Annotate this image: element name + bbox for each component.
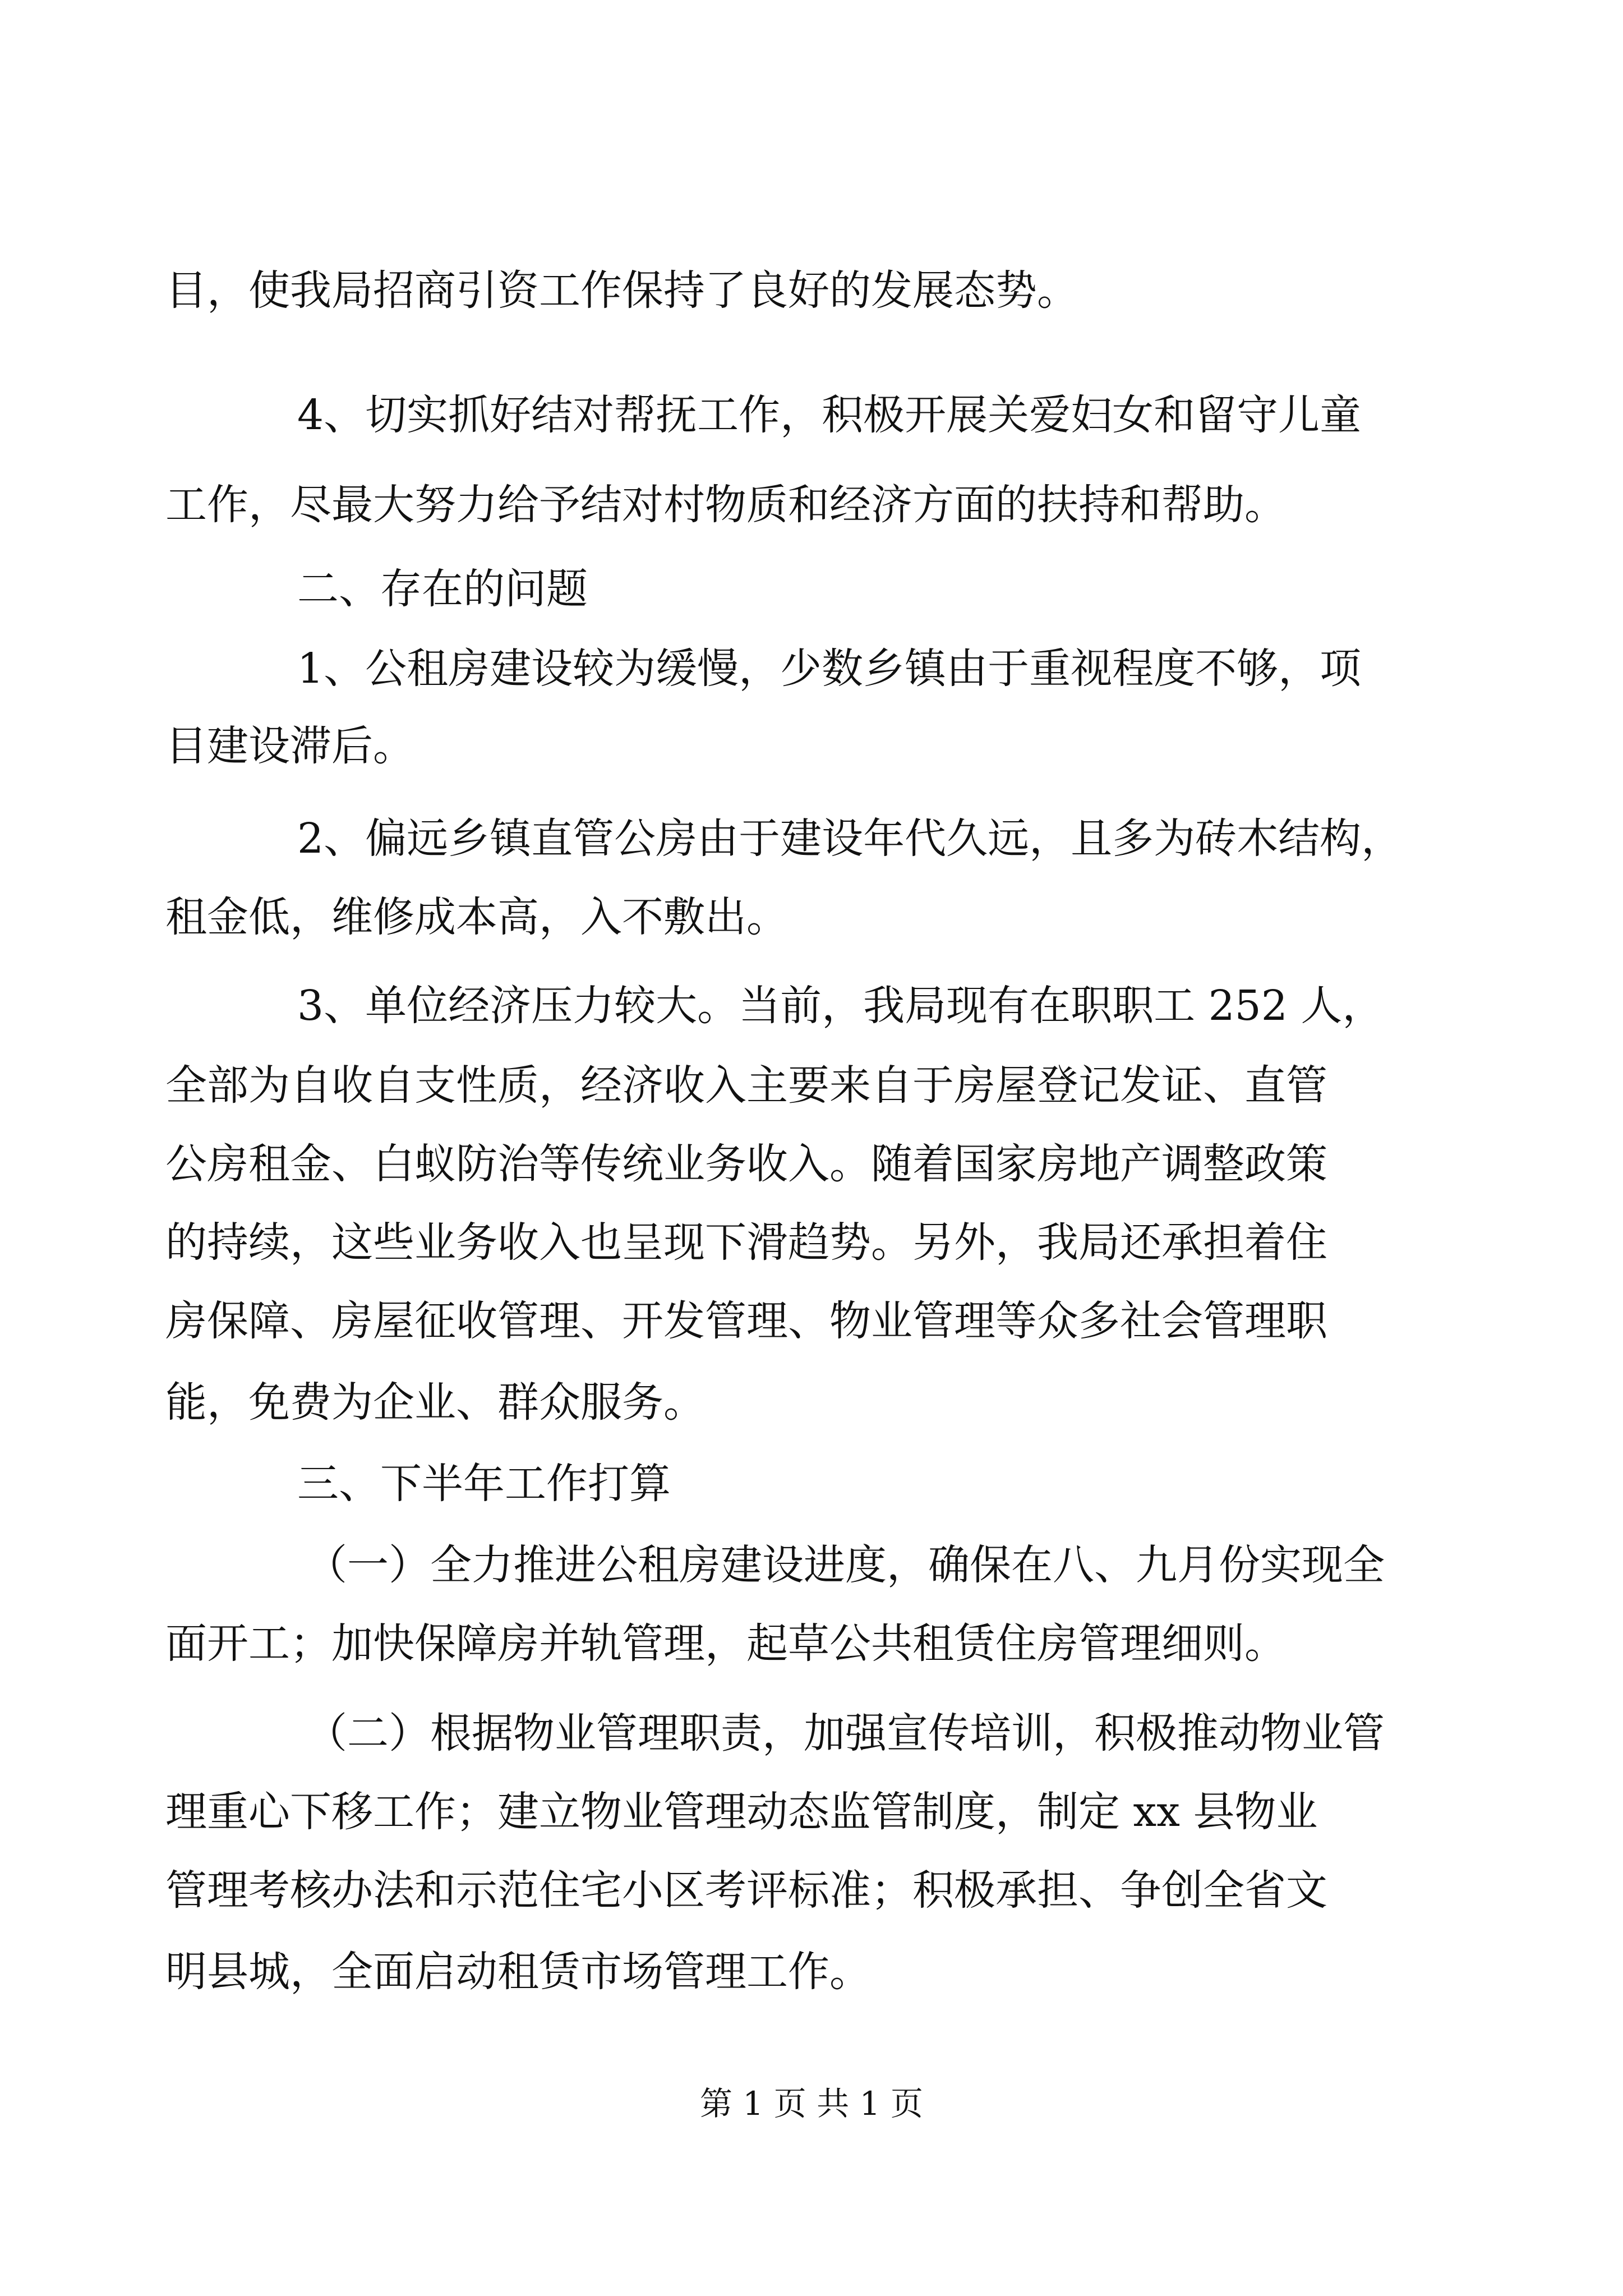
- text-line: 全部为自收自支性质，经济收入主要来自于房屋登记发证、直管: [165, 1061, 1327, 1110]
- text-line: 1、公租房建设较为缓慢，少数乡镇由于重视程度不够，项: [297, 645, 1362, 693]
- section-heading: 二、存在的问题: [297, 565, 588, 613]
- text-line: 4、切实抓好结对帮抚工作，积极开展关爱妇女和留守儿童: [297, 391, 1362, 439]
- text-line: 理重心下移工作；建立物业管理动态监管制度，制定 xx 县物业: [165, 1788, 1318, 1836]
- page-footer: 第 1 页 共 1 页: [700, 2085, 923, 2123]
- text-line: 目，使我局招商引资工作保持了良好的发展态势。: [165, 266, 1078, 315]
- text-line: 面开工；加快保障房并轨管理，起草公共租赁住房管理细则。: [165, 1619, 1286, 1668]
- text-line: 明县城，全面启动租赁市场管理工作。: [165, 1948, 871, 1996]
- text-line: 2、偏远乡镇直管公房由于建设年代久远，且多为砖木结构，: [297, 815, 1403, 863]
- text-line: 目建设滞后。: [165, 722, 414, 770]
- text-line: 工作，尽最大努力给予结对村物质和经济方面的扶持和帮助。: [165, 481, 1286, 529]
- text-line: 租金低，维修成本高，入不敷出。: [165, 893, 788, 941]
- text-line: 管理考核办法和示范住宅小区考评标准；积极承担、争创全省文: [165, 1866, 1327, 1915]
- section-heading: 三、下半年工作打算: [297, 1460, 671, 1508]
- text-line: 公房租金、白蚁防治等传统业务收入。随着国家房地产调整政策: [165, 1140, 1327, 1188]
- text-line: 能，免费为企业、群众服务。: [165, 1378, 705, 1427]
- text-line: 3、单位经济压力较大。当前，我局现有在职职工 252 人，: [297, 982, 1384, 1030]
- text-line: 的持续，这些业务收入也呈现下滑趋势。另外，我局还承担着住: [165, 1218, 1327, 1267]
- text-line: （一）全力推进公租房建设进度，确保在八、九月份实现全: [306, 1541, 1385, 1589]
- text-line: 房保障、房屋征收管理、开发管理、物业管理等众多社会管理职: [165, 1297, 1327, 1345]
- text-line: （二）根据物业管理职责，加强宣传培训，积极推动物业管: [306, 1709, 1385, 1757]
